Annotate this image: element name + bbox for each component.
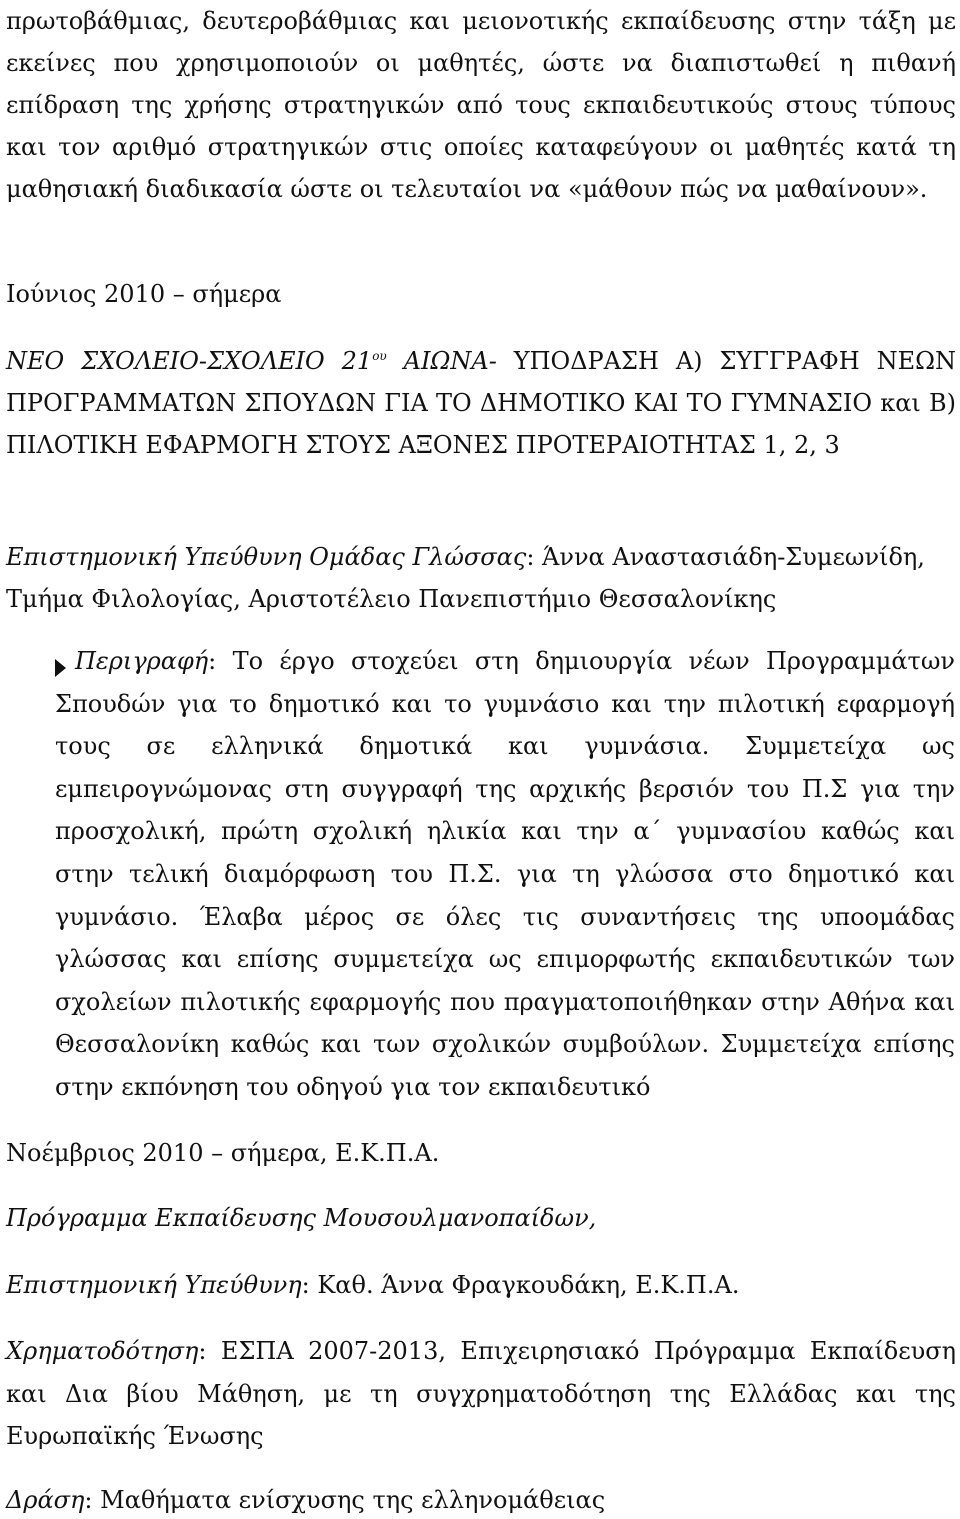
project-title-superscript: ου	[372, 349, 387, 363]
project-title-italic-a: ΝΕΟ ΣΧΟΛΕΙΟ-ΣΧΟΛΕΙΟ 21	[6, 347, 373, 375]
project-title-rest: ΥΠΟΔΡΑΣΗ Α) ΣΥΓΓΡΑΦΗ ΝΕΩΝ ΠΡΟΓΡΑΜΜΑΤΩΝ ΣΠΟΥΔΩΝ ΓΙΑ ΤΟ ΔΗΜΟΤΙΚΟ ΚΑΙ ΤΟ ΓΥΜΝΑΣΙΟ και Β) ΠΙΛΟΤΙΚΗ ΕΦΑΡΜΟΓΗ ΣΤΟΥΣ ΑΞΟΝΕΣ ΠΡΟΤΕΡΑΙΟΤΗΤΑΣ 1, 2, 3	[6, 347, 957, 459]
description-text: : Το έργο στοχεύει στη δημιουργία νέων Προγραμμάτων Σπουδών για το δημοτικό και το γυμνάσιο και την πιλοτική εφαρμογή τους σε ελληνικά δημοτικά και γυμνάσια. Συμμετείχα ως εμπειρογνώμονας στη συγγραφή της αρχικής βερσιόν του Π.Σ για την προσχολική, πρώτη σχολική ηλικία και την α΄ γυμνασίου καθώς και στην τελική διαμόρφωση του Π.Σ. για τη γλώσσα στο δημοτικό και γυμνάσιο. Έλαβα μέρος σε όλες τις συναντήσεις της υποομάδας γλώσσας και επίσης συμμετείχα ως επιμορφωτής εκπαιδευτικών των σχολείων πιλοτικής εφαρμογής που πραγματοποιήθηκαν στην Αθήνα και Θεσσαλονίκη καθώς και των σχολικών συμβούλων. Συμμετείχα επίσης στην εκπόνηση του οδηγού για τον εκπαιδευτικό	[55, 647, 955, 1101]
period-heading-1: Ιούνιος 2010 – σήμερα	[6, 280, 282, 308]
funding-paragraph	[6, 1330, 956, 1458]
responsible-label-2: Επιστημονική Υπεύθυνη	[6, 1271, 302, 1299]
program-title-2: Πρόγραμμα Εκπαίδευσης Μουσουλμανοπαίδων,	[6, 1204, 597, 1232]
funding-value: : ΕΣΠΑ 2007-2013, Επιχειρησιακό Πρόγραμμα Εκπαίδευση και Δια βίου Μάθηση, με τη συγχρηματοδότηση της Ελλάδας και της Ευρωπαϊκής Ένωσης	[6, 1337, 956, 1450]
period-heading-2: Νοέμβριος 2010 – σήμερα, Ε.Κ.Π.Α.	[6, 1139, 440, 1167]
responsible-line-2	[6, 1265, 956, 1305]
project-title	[6, 340, 956, 466]
description-paragraph	[55, 640, 955, 1109]
project-title-italic-b: ΑΙΩΝΑ-	[386, 347, 497, 375]
responsible-line-1	[6, 536, 956, 620]
description-label: Περιγραφή	[75, 647, 209, 675]
action-line	[6, 1482, 956, 1518]
action-value: : Μαθήματα ενίσχυσης της ελληνομάθειας	[84, 1486, 606, 1514]
responsible-value-1: : Άννα Αναστασιάδη-Συμεωνίδη, Τμήμα Φιλολογίας, Αριστοτέλειο Πανεπιστήμιο Θεσσαλονίκης	[6, 543, 925, 613]
funding-label: Χρηματοδότηση	[6, 1337, 199, 1365]
responsible-value-2: : Καθ. Άννα Φραγκουδάκη, Ε.Κ.Π.Α.	[301, 1271, 740, 1299]
action-label: Δράση	[6, 1486, 85, 1514]
intro-paragraph: πρωτοβάθμιας, δευτεροβάθμιας και μειονοτικής εκπαίδευσης στην τάξη με εκείνες που χρησιμοποιούν οι μαθητές, ώστε να διαπιστωθεί η πιθανή επίδραση της χρήσης στρατηγικών από τους εκπαιδευτικούς στους τύπους και τον αριθμό στρατηγικών στις οποίες καταφεύγουν οι μαθητές κατά τη μαθησιακή διαδικασία ώστε οι τελευταίοι να «μάθουν πώς να μαθαίνουν».	[6, 7, 956, 203]
responsible-label-1: Επιστημονική Υπεύθυνη Ομάδας Γλώσσας	[6, 543, 527, 571]
